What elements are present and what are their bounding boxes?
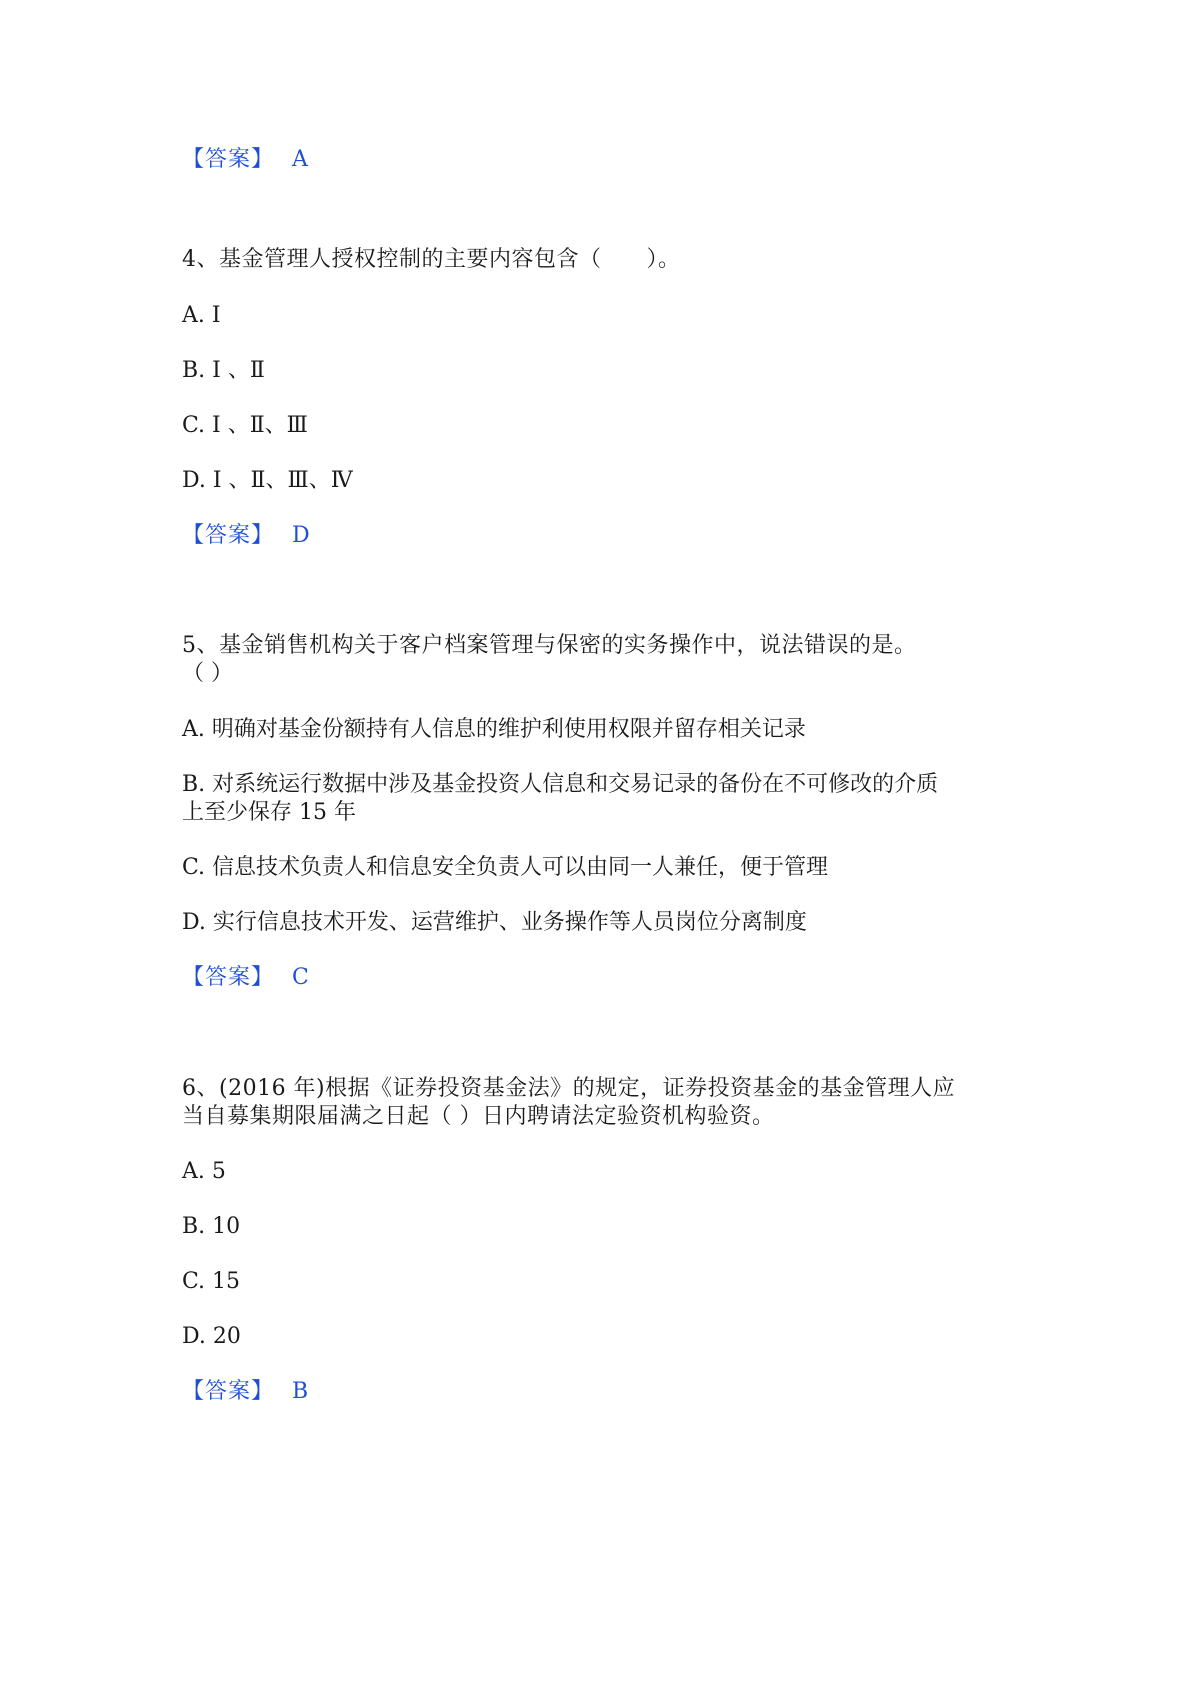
question-6-stem-line1: 6、(2016 年)根据《证券投资基金法》的规定，证券投资基金的基金管理人应 xyxy=(182,1076,956,1101)
answer-q3 xyxy=(182,146,308,174)
question-5-option-c: C. 信息技术负责人和信息安全负责人可以由同一人兼任，便于管理 xyxy=(182,855,829,880)
question-5-stem-line1: 5、基金销售机构关于客户档案管理与保密的实务操作中，说法错误的是。 xyxy=(182,633,917,658)
answer-value: B xyxy=(292,1379,309,1404)
question-4-option-d: D. Ⅰ 、Ⅱ、Ⅲ、Ⅳ xyxy=(182,468,353,493)
question-4-option-c: C. Ⅰ 、Ⅱ、Ⅲ xyxy=(182,413,308,438)
question-5-option-b-line2: 上至少保存 15 年 xyxy=(182,800,356,825)
question-4-option-b: B. Ⅰ 、Ⅱ xyxy=(182,358,265,383)
question-4-option-a: A. Ⅰ xyxy=(182,303,221,328)
question-6-option-d: D. 20 xyxy=(182,1324,241,1349)
question-5-stem-line2: （ ） xyxy=(182,661,233,686)
question-6-option-a: A. 5 xyxy=(182,1159,226,1184)
answer-q5 xyxy=(182,964,309,992)
answer-label: 【答案】 xyxy=(182,1379,275,1404)
question-6-stem-line2: 当自募集期限届满之日起（ ）日内聘请法定验资机构验资。 xyxy=(182,1104,775,1129)
answer-value: D xyxy=(292,523,310,548)
answer-q6 xyxy=(182,1378,308,1406)
question-5-option-a: A. 明确对基金份额持有人信息的维护利使用权限并留存相关记录 xyxy=(182,717,806,742)
question-4-stem: 4、基金管理人授权控制的主要内容包含（ ）。 xyxy=(182,247,681,272)
answer-value: A xyxy=(292,147,308,172)
answer-label: 【答案】 xyxy=(182,523,275,548)
answer-label: 【答案】 xyxy=(182,147,275,172)
answer-q4 xyxy=(182,522,310,550)
question-5-option-d: D. 实行信息技术开发、运营维护、业务操作等人员岗位分离制度 xyxy=(182,910,807,935)
question-6-option-c: C. 15 xyxy=(182,1269,241,1294)
answer-label: 【答案】 xyxy=(182,965,275,990)
answer-value: C xyxy=(292,965,309,990)
question-6-option-b: B. 10 xyxy=(182,1214,241,1239)
question-5-option-b-line1: B. 对系统运行数据中涉及基金投资人信息和交易记录的备份在不可修改的介质 xyxy=(182,772,939,797)
